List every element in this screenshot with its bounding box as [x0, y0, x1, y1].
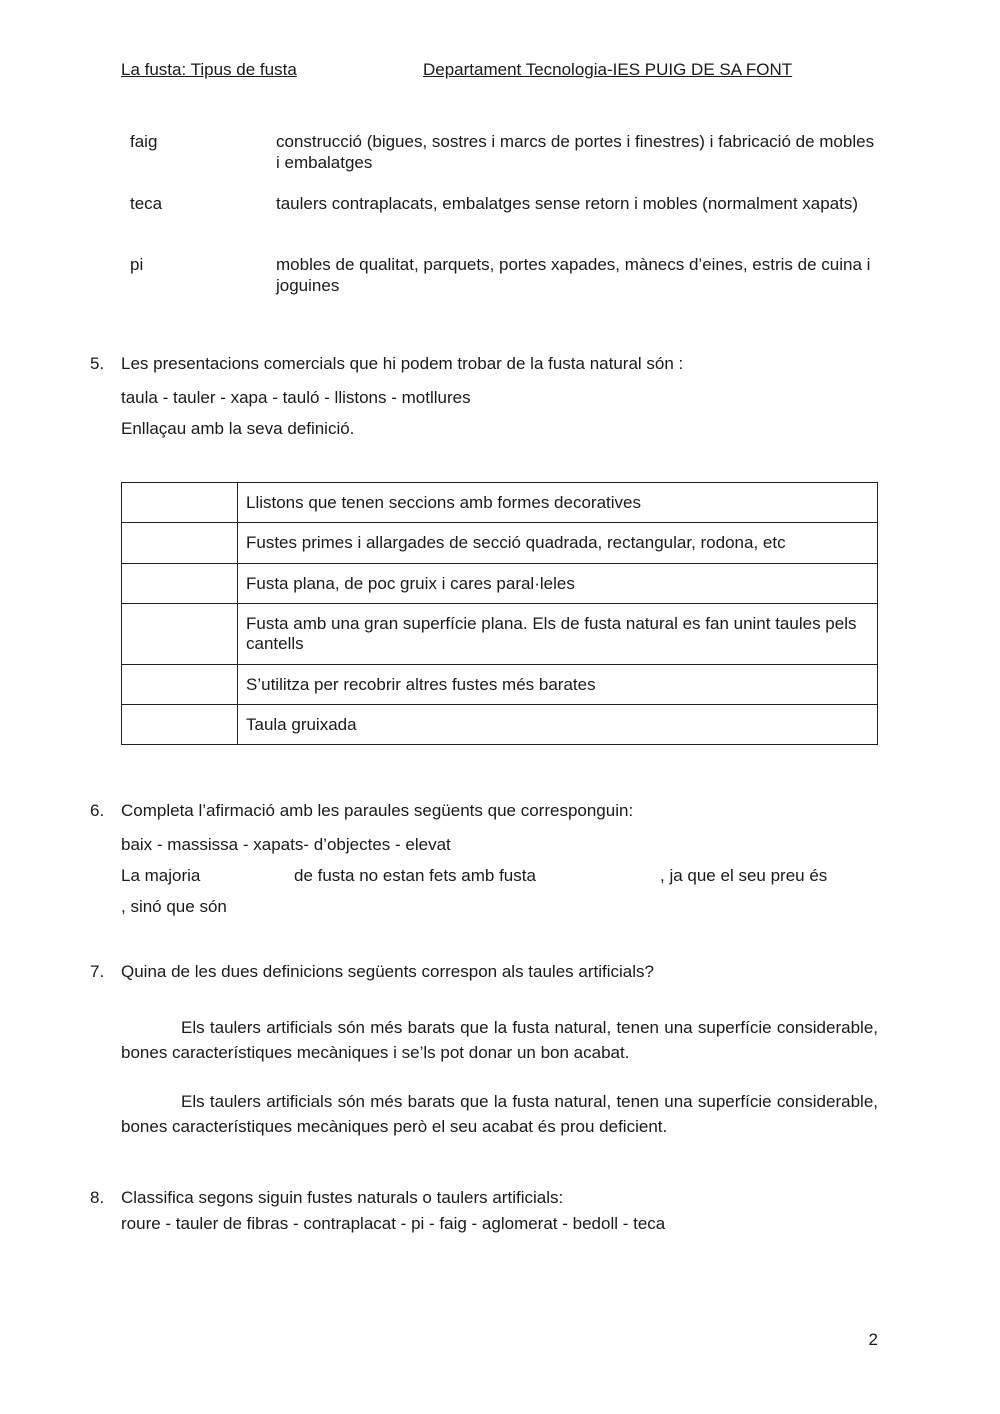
definition-cell: S’utilitza per recobrir altres fustes més barates [238, 665, 878, 705]
question-8-words: roure - tauler de fibras - contraplacat - pi - faig - aglomerat - bedoll - teca [121, 1214, 666, 1233]
definition-cell: Taula gruixada [238, 705, 878, 745]
wood-name: faig [130, 132, 158, 151]
page-number: 2 [868, 1330, 878, 1349]
question-6-words: baix - massissa - xapats- d’objectes - elevat [121, 835, 451, 854]
question-6-sentence-start: La majoria [121, 866, 201, 885]
definition-cell: Fusta plana, de poc gruix i cares paral·leles [238, 564, 878, 604]
table-row [122, 705, 878, 745]
table-row [122, 564, 878, 604]
answer-cell[interactable] [122, 604, 238, 665]
definitions-table [121, 482, 878, 745]
question-5-instruction: Enllaçau amb la seva definició. [121, 419, 355, 438]
definition-cell: Llistons que tenen seccions amb formes decoratives [238, 483, 878, 523]
answer-cell[interactable] [122, 523, 238, 564]
header-title: La fusta: Tipus de fusta [121, 60, 297, 79]
answer-cell[interactable] [122, 665, 238, 705]
wood-name: pi [130, 255, 144, 274]
definition-cell: Fustes primes i allargades de secció quadrada, rectangular, rodona, etc [238, 523, 878, 564]
wood-use: mobles de qualitat, parquets, portes xapades, mànecs d’eines, estris de cuina i joguines [276, 255, 871, 295]
table-row [122, 604, 878, 665]
question-8-number: 8. [90, 1188, 105, 1207]
wood-use: construcció (bigues, sostres i marcs de portes i finestres) i fabricació de mobles i embalatges [276, 132, 875, 172]
question-7-number: 7. [90, 962, 105, 981]
question-5-text: Les presentacions comercials que hi podem trobar de la fusta natural són : [121, 354, 684, 373]
question-6-sentence-end: , ja que el seu preu és [660, 866, 828, 885]
question-7-text: Quina de les dues definicions següents correspon als taules artificials? [121, 962, 654, 981]
table-row [122, 523, 878, 564]
answer-cell[interactable] [122, 483, 238, 523]
question-6-sentence-continuation: , sinó que són [121, 897, 227, 916]
wood-name: teca [130, 194, 163, 213]
question-6-sentence-middle: de fusta no estan fets amb fusta [294, 866, 536, 885]
definition-cell: Fusta amb una gran superfície plana. Els de fusta natural es fan unint taules pels cantells [238, 604, 878, 665]
table-row [122, 483, 878, 523]
question-6-number: 6. [90, 801, 105, 820]
question-5-words: taula - tauler - xapa - tauló - llistons - motllures [121, 388, 471, 407]
question-7-option-a: Els taulers artificials són més barats que la fusta natural, tenen una superfície considerable, bones característiques mecàniques i se’ls pot donar un bon acabat. [121, 1018, 878, 1062]
question-5-number: 5. [90, 354, 105, 373]
wood-use: taulers contraplacats, embalatges sense retorn i mobles (normalment xapats) [276, 194, 859, 213]
question-6-text: Completa l’afirmació amb les paraules següents que corresponguin: [121, 801, 634, 820]
header-department: Departament Tecnologia-IES PUIG DE SA FONT [423, 60, 793, 79]
table-row [122, 665, 878, 705]
answer-cell[interactable] [122, 564, 238, 604]
answer-cell[interactable] [122, 705, 238, 745]
question-7-option-b: Els taulers artificials són més barats que la fusta natural, tenen una superfície considerable, bones característiques mecàniques però el seu acabat és prou deficient. [121, 1092, 878, 1136]
question-8-text: Classifica segons siguin fustes naturals o taulers artificials: [121, 1188, 564, 1207]
